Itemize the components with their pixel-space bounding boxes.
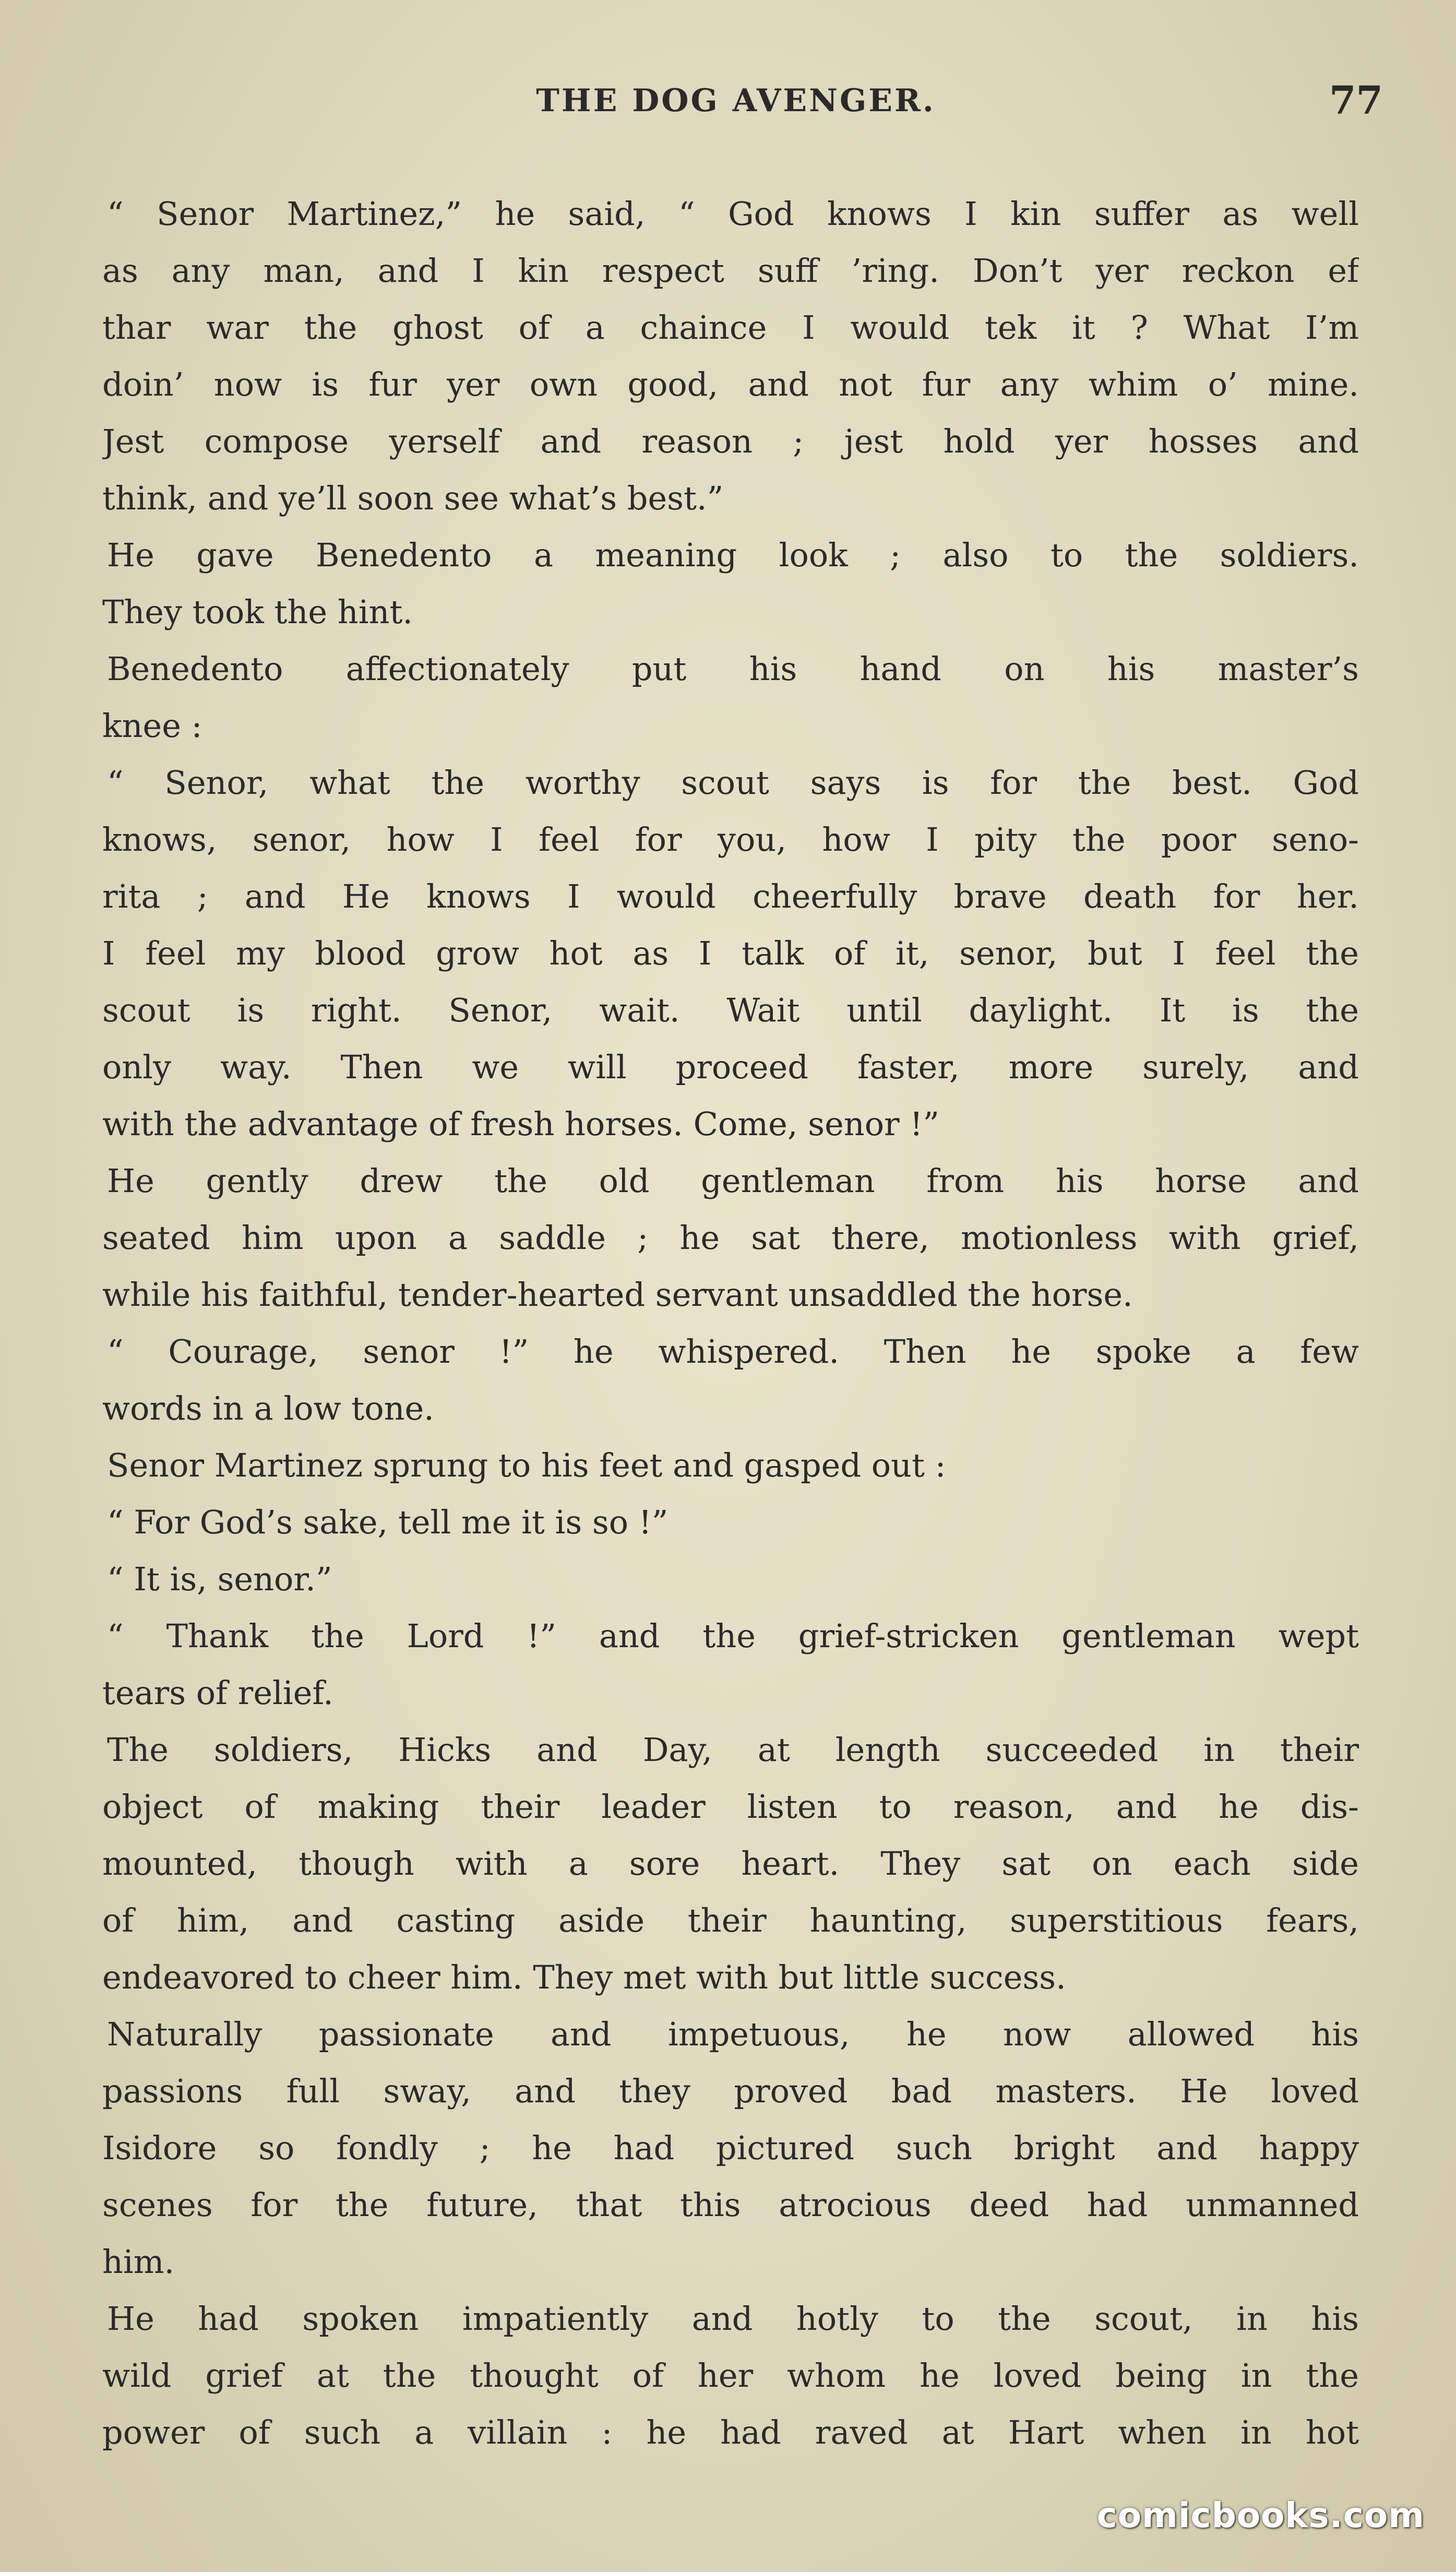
text-line: Naturally passionate and impetuous, he now allowed his bbox=[107, 2015, 1359, 2053]
text-line: The soldiers, Hicks and Day, at length succeeded in their bbox=[107, 1731, 1359, 1769]
text-line: words in a low tone. bbox=[102, 1389, 434, 1427]
text-line: thar war the ghost of a chaince I would tek it ? What I’m bbox=[102, 308, 1359, 347]
paragraph bbox=[102, 1608, 1359, 1721]
text-line: tears of relief. bbox=[102, 1674, 333, 1712]
text-line: rita ; and He knows I would cheerfully brave death for her. bbox=[102, 877, 1359, 915]
text-line: I feel my blood grow hot as I talk of it, senor, but I feel the bbox=[102, 934, 1359, 972]
text-line: “ Thank the Lord !” and the grief-stricken gentleman wept bbox=[107, 1617, 1359, 1655]
paragraph bbox=[102, 2290, 1359, 2461]
text-line: He gently drew the old gentleman from his horse and bbox=[107, 1162, 1359, 1200]
text-line: doin’ now is fur yer own good, and not fur any whim o’ mine. bbox=[102, 365, 1359, 403]
text-line: wild grief at the thought of her whom he loved being in the bbox=[102, 2356, 1359, 2395]
paragraph bbox=[102, 1721, 1359, 2006]
text-line: He had spoken impatiently and hotly to the scout, in his bbox=[107, 2300, 1359, 2338]
text-line: “ Courage, senor !” he whispered. Then he spoke a few bbox=[107, 1332, 1359, 1371]
paragraph bbox=[102, 2006, 1359, 2290]
page-number: 77 bbox=[1329, 78, 1383, 123]
text-line: as any man, and I kin respect suff ’ring. Don’t yer reckon ef bbox=[102, 252, 1359, 290]
text-line: object of making their leader listen to reason, and he dis- bbox=[102, 1788, 1359, 1826]
text-line: think, and ye’ll soon see what’s best.” bbox=[102, 479, 724, 517]
text-line: while his faithful, tender-hearted servant unsaddled the horse. bbox=[102, 1276, 1133, 1314]
text-line: seated him upon a saddle ; he sat there, motionless with grief, bbox=[102, 1219, 1359, 1257]
paragraph bbox=[102, 1437, 1359, 1494]
paragraph bbox=[102, 1152, 1359, 1323]
text-line: They took the hint. bbox=[102, 593, 413, 631]
paragraph bbox=[102, 1323, 1359, 1437]
text-line: only way. Then we will proceed faster, more surely, and bbox=[102, 1048, 1359, 1086]
paragraph bbox=[102, 527, 1359, 640]
text-line: Jest compose yerself and reason ; jest hold yer hosses and bbox=[102, 422, 1359, 460]
page-header bbox=[104, 78, 1383, 130]
text-line: scout is right. Senor, wait. Wait until daylight. It is the bbox=[102, 991, 1359, 1029]
text-line: “ It is, senor.” bbox=[107, 1560, 332, 1598]
text-line: “ Senor Martinez,” he said, “ God knows I kin suffer as well bbox=[107, 195, 1359, 233]
running-title: THE DOG AVENGER. bbox=[536, 82, 936, 119]
paragraph bbox=[102, 1551, 1359, 1608]
paragraph bbox=[102, 754, 1359, 1152]
text-line: Senor Martinez sprung to his feet and gasped out : bbox=[107, 1446, 946, 1484]
text-line: endeavored to cheer him. They met with but little success. bbox=[102, 1958, 1066, 1996]
text-line: power of such a villain : he had raved at Hart when in hot bbox=[102, 2413, 1359, 2451]
paragraph bbox=[102, 185, 1359, 527]
text-line: passions full sway, and they proved bad masters. He loved bbox=[102, 2072, 1359, 2110]
text-line: scenes for the future, that this atrocious deed had unmanned bbox=[102, 2186, 1359, 2224]
text-line: him. bbox=[102, 2243, 175, 2281]
paragraph bbox=[102, 640, 1359, 754]
body-text bbox=[102, 185, 1359, 2461]
watermark: comicbooks.com bbox=[1096, 2495, 1425, 2535]
text-line: of him, and casting aside their haunting, superstitious fears, bbox=[102, 1901, 1359, 1939]
paragraph bbox=[102, 1494, 1359, 1551]
text-line: knee : bbox=[102, 707, 202, 745]
text-line: knows, senor, how I feel for you, how I pity the poor seno- bbox=[102, 820, 1359, 859]
text-line: “ For God’s sake, tell me it is so !” bbox=[107, 1503, 669, 1541]
text-line: Benedento affectionately put his hand on his master’s bbox=[107, 650, 1359, 688]
text-line: He gave Benedento a meaning look ; also to the soldiers. bbox=[107, 536, 1359, 574]
text-line: Isidore so fondly ; he had pictured such bright and happy bbox=[102, 2129, 1359, 2167]
text-line: “ Senor, what the worthy scout says is for the best. God bbox=[107, 764, 1359, 802]
text-line: mounted, though with a sore heart. They sat on each side bbox=[102, 1844, 1359, 1883]
text-line: with the advantage of fresh horses. Come, senor !” bbox=[102, 1105, 939, 1143]
